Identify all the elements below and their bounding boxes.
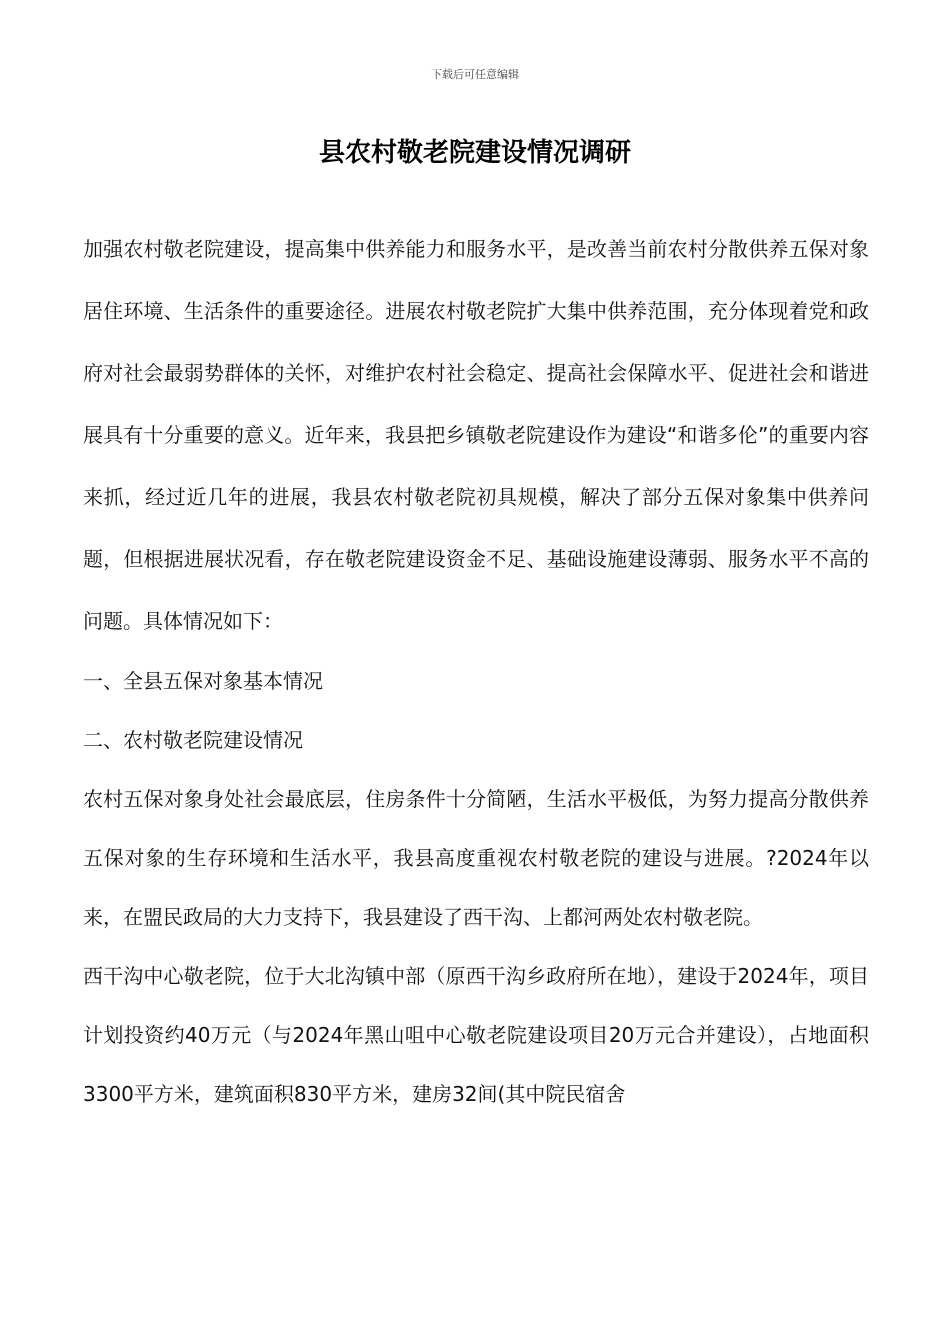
document-body [83, 218, 869, 1124]
paragraph-rural-five-guarantee: 农村五保对象身处社会最底层，住房条件十分简陋，生活水平极低，为努力提高分散供养五保对象的生存环境和生活水平，我县高度重视农村敬老院的建设与进展。?2024年以来，在盟民政局的大力支持下，我县建设了西干沟、上都河两处农村敬老院。 [83, 787, 869, 929]
header-note: 下载后可任意编辑 [431, 68, 519, 81]
document-title: 县农村敬老院建设情况调研 [318, 138, 631, 168]
paragraph-xiganggou-center: 西干沟中心敬老院，位于大北沟镇中部（原西干沟乡政府所在地），建设于2024年，项目计划投资约40万元（与2024年黑山咀中心敬老院建设项目20万元合并建设），占地面积3300平方米，建筑面积830平方米，建房32间(其中院民宿舍 [83, 964, 869, 1106]
section-heading-1: 一、全县五保对象基本情况 [83, 669, 323, 693]
intro-paragraph: 加强农村敬老院建设，提高集中供养能力和服务水平，是改善当前农村分散供养五保对象居住环境、生活条件的重要途径。进展农村敬老院扩大集中供养范围，充分体现着党和政府对社会最弱势群体的关怀，对维护农村社会稳定、提高社会保障水平、促进社会和谐进展具有十分重要的意义。近年来，我县把乡镇敬老院建设作为建设“和谐多伦”的重要内容来抓，经过近几年的进展，我县农村敬老院初具规模，解决了部分五保对象集中供养问题，但根据进展状况看，存在敬老院建设资金不足、基础设施建设薄弱、服务水平不高的问题。具体情况如下： [83, 237, 869, 633]
section-heading-2: 二、农村敬老院建设情况 [83, 728, 303, 752]
